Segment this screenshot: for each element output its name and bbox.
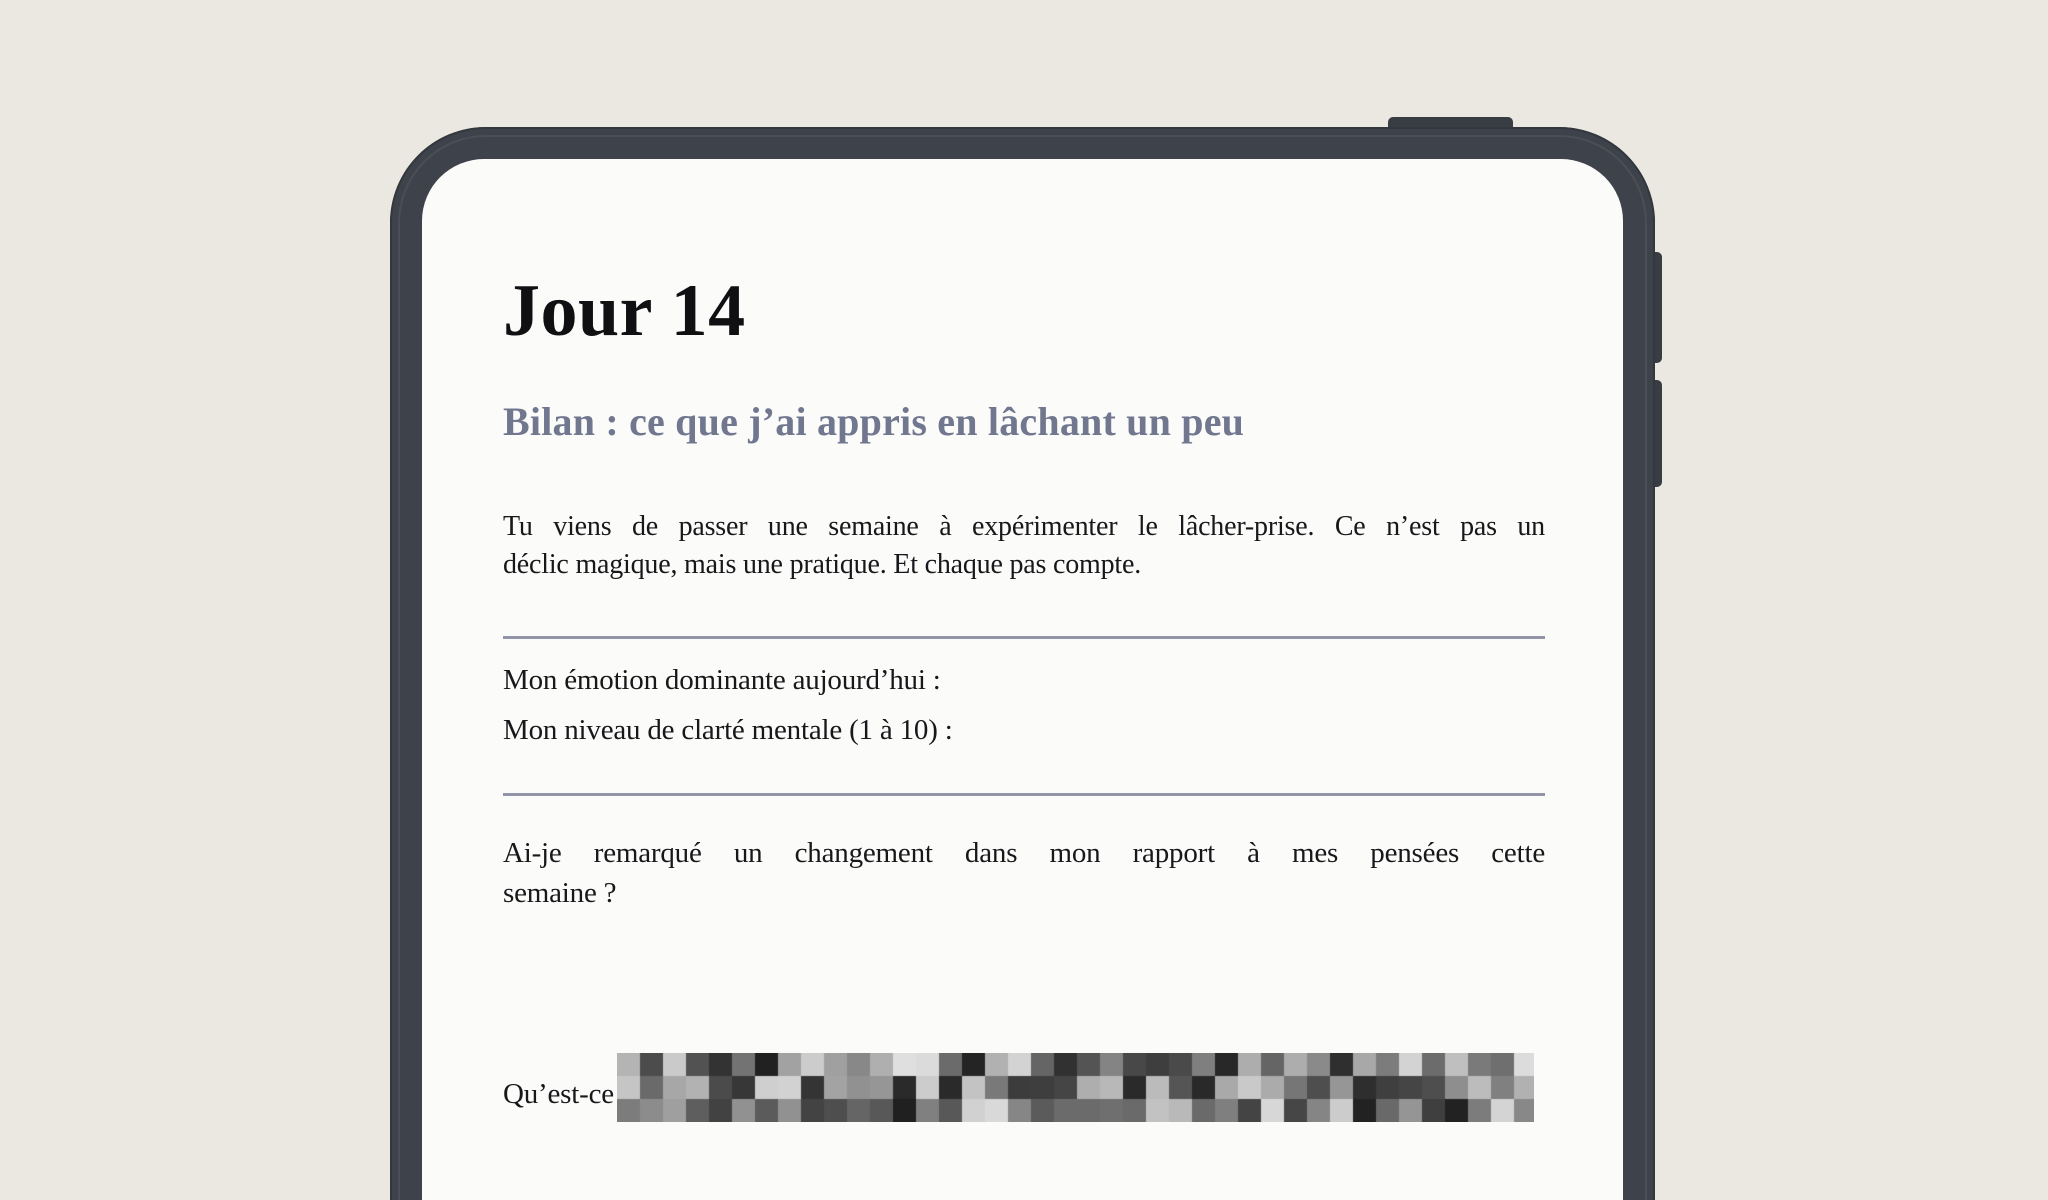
intro-line: déclic magique, mais une pratique. Et chaque pas compte.: [503, 549, 1142, 581]
redacted-row: [503, 1059, 1545, 1128]
redacted-pixelated-block: [617, 1053, 1534, 1122]
redacted-prefix: Qu’est-ce: [503, 1077, 614, 1110]
emotion-prompt: Mon émotion dominante aujourd’hui :: [503, 664, 941, 697]
section-divider-top: [503, 636, 1545, 639]
journal-page: [422, 271, 1623, 1200]
device-frame: [390, 127, 1655, 1200]
question-line: Ai-je remarqué un changement dans mon rapport à mes pensées cette: [503, 837, 1545, 870]
section-divider-bottom: [503, 793, 1545, 796]
intro-paragraph: [503, 508, 1545, 584]
device-screen: [422, 159, 1623, 1200]
page-title: Jour 14: [503, 270, 746, 352]
change-question: [503, 833, 1545, 913]
page-subtitle: Bilan : ce que j’ai appris en lâchant un peu: [503, 399, 1245, 445]
clarity-prompt: Mon niveau de clarté mentale (1 à 10) :: [503, 714, 953, 747]
question-line: semaine ?: [503, 877, 617, 910]
tablet-device: [390, 117, 1655, 1200]
intro-line: Tu viens de passer une semaine à expérimenter le lâcher-prise. Ce n’est pas un: [503, 511, 1545, 543]
